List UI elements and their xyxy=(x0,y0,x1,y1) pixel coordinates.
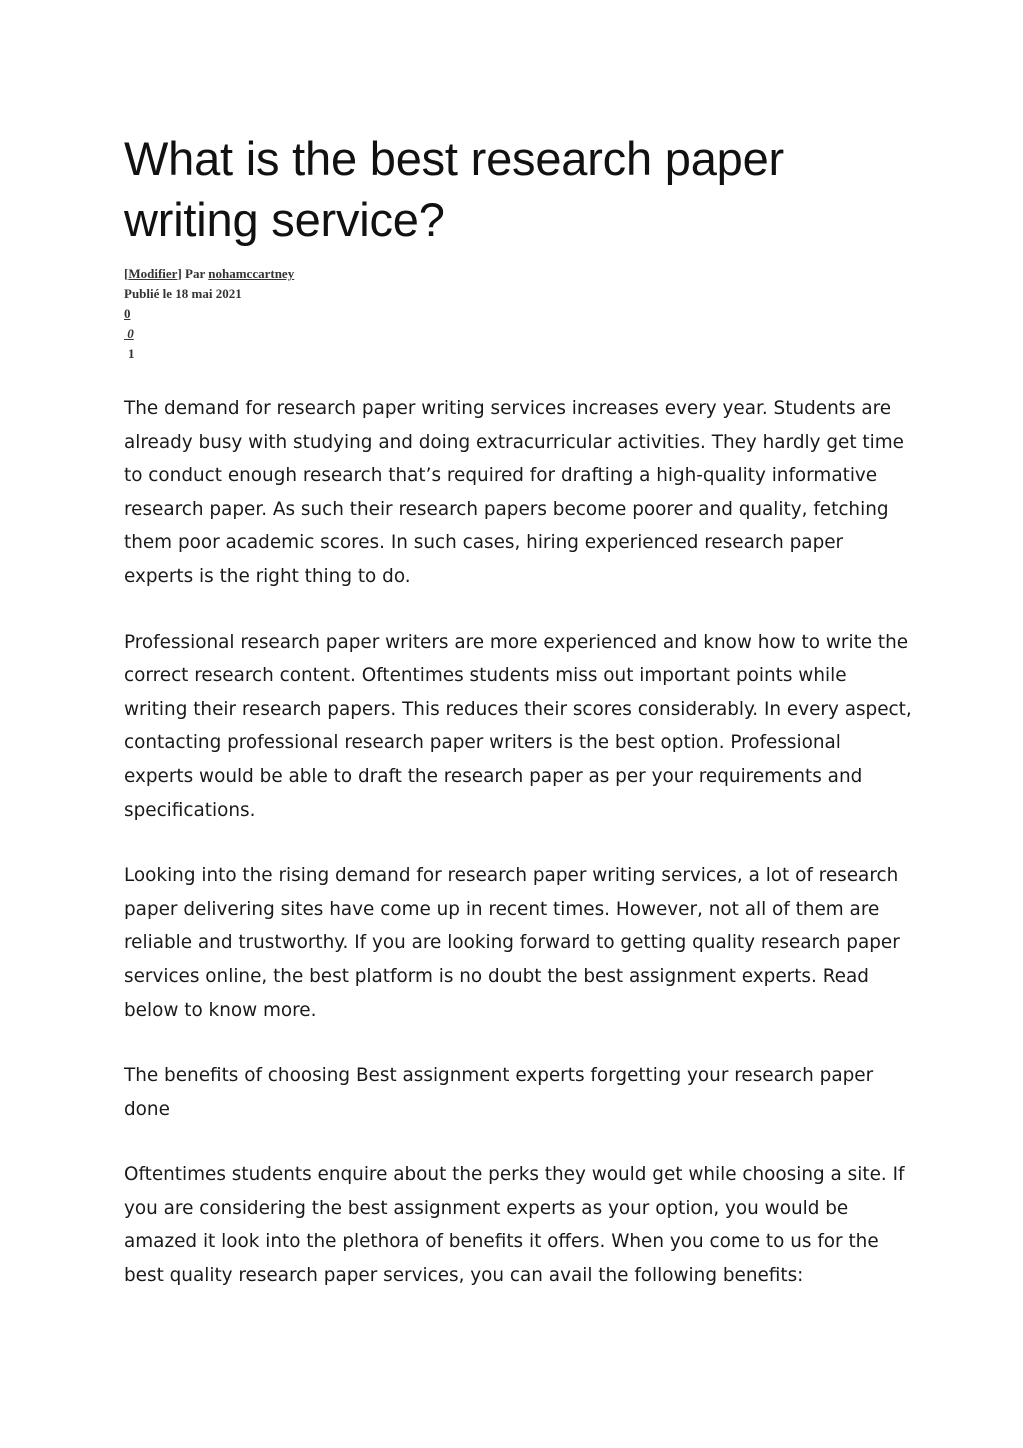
subheading-paragraph: The benefits of choosing Best assignment experts forgetting your research paper done xyxy=(124,1065,874,1120)
paragraph: Looking into the rising demand for research paper writing services, a lot of research paper delivering sites have come up in recent times. However, not all of them are reliable and trustworthy. If you are looking forward to getting quality research paper services online, the best platform is no doubt the best assignment experts. Read below to know more. xyxy=(124,865,900,1021)
paragraph: Professional research paper writers are more experienced and know how to write the correct research content. Oftentimes students miss out important points while writing their research papers. This reduces their scores considerably. In every aspect, contacting professional research paper writers is the best option. Professional experts would be able to draft the research paper as per your requirements and specifications. xyxy=(124,631,912,821)
article-meta xyxy=(124,264,914,364)
bracket-open: [ xyxy=(124,266,129,281)
article xyxy=(124,128,914,1325)
views-count: 1 xyxy=(128,346,135,361)
article-body xyxy=(124,392,914,1293)
byline xyxy=(124,264,914,284)
likes-count: 0 xyxy=(127,326,134,341)
author-link[interactable]: nohamccartney xyxy=(208,266,295,281)
published-date: Publié le 18 mai 2021 xyxy=(124,286,242,301)
edit-link[interactable]: Modifier xyxy=(128,266,178,281)
bracket-close: ] xyxy=(177,266,182,281)
paragraph: The demand for research paper writing services increases every year. Students are already busy with studying and doing extracurricular activities. They hardly get time to conduct enough research that’s required for drafting a high-quality informative research paper. As such their research papers become poorer and quality, fetching them poor academic scores. In such cases, hiring experienced research paper experts is the right thing to do. xyxy=(124,398,904,587)
comments-count-link[interactable]: 0 xyxy=(124,306,131,321)
paragraph: Oftentimes students enquire about the perks they would get while choosing a site. If you are considering the best assignment experts as your option, you would be amazed it look into the plethora of benefits it offers. When you come to us for the best quality research paper services, you can avail the following benefits: xyxy=(124,1164,905,1287)
by-label: Par xyxy=(185,266,206,281)
likes-count-link[interactable] xyxy=(124,326,134,341)
article-title: What is the best research paper writing service? xyxy=(124,132,784,246)
